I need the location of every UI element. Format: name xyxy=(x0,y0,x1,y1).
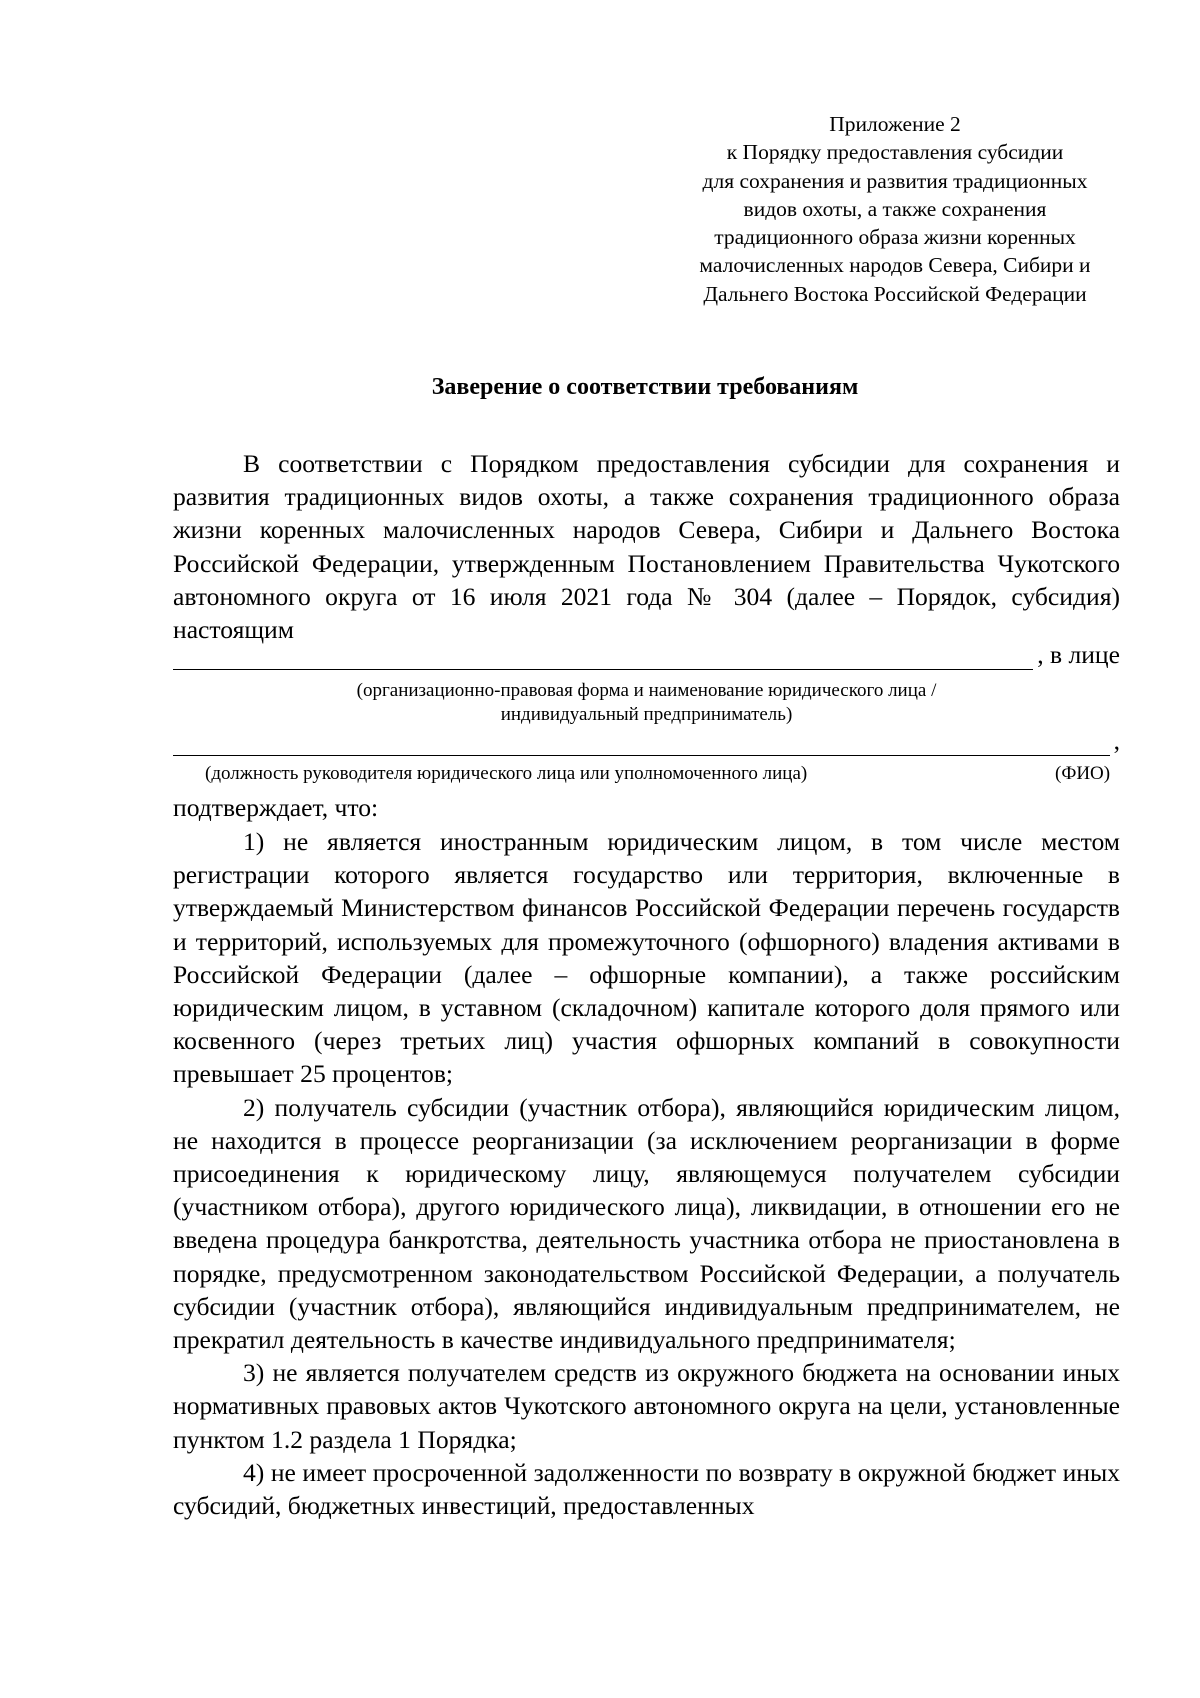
position-caption: (должность руководителя юридического лица или уполномоченного лица) xyxy=(205,763,808,784)
appendix-line: для сохранения и развития традиционных xyxy=(702,168,1088,193)
representative-blank-line[interactable] xyxy=(173,731,1110,756)
appendix-line: Приложение 2 xyxy=(829,112,961,136)
organization-fill-row xyxy=(173,640,1120,670)
intro-text: В соответствии с Порядком предоставления субсидии для сохранения и развития традиционных видов охоты, а также сохранения традиционного образа жизни коренных малочисленных народов Севера, Сибири и Дальнего Востока Российской Федерации, утвержденным Постановлением Правительства Чукотского автономного округа от 16 июля 2021 года № 304 (далее – Порядок, субсидия) настоящим xyxy=(173,449,1120,645)
appendix-line: традиционного образа жизни коренных xyxy=(714,225,1076,250)
organization-caption-line: (организационно-правовая форма и наименование юридического лица / xyxy=(356,680,937,701)
requirement-item: 3) не является получателем средств из окружного бюджета на основании иных нормативных правовых актов Чукотского автономного округа на цели, установленные пунктом 1.2 раздела 1 Порядка; xyxy=(173,1358,1120,1454)
organization-caption xyxy=(173,679,1120,727)
requirement-item: 2) получатель субсидии (участник отбора), являющийся юридическим лицом, не находится в процессе реорганизации (за исключением реорганизации в форме присоединения к юридическому лицу, являющемуся получателем субсидии (участником отбора), другого юридического лица), ликвидации, в отношении его не введена процедура банкротства, деятельность участника отбора не приостановлена в порядке, предусмотренном законодательством Российской Федерации, а получатель субсидии (участник отбора), являющийся индивидуальным предпринимателем, не прекратил деятельность в качестве индивидуального предпринимателя; xyxy=(173,1092,1120,1355)
fio-caption: (ФИО) xyxy=(1055,763,1111,784)
comma-suffix: , xyxy=(1113,726,1120,755)
intro-paragraph xyxy=(173,447,1120,646)
organization-blank-line[interactable] xyxy=(173,645,1033,670)
appendix-line: малочисленных народов Севера, Сибири и xyxy=(699,253,1091,278)
requirements-list xyxy=(173,825,1120,1522)
appendix-line: Дальнего Востока Российской Федерации xyxy=(703,281,1087,306)
confirms-line: подтверждает, что: xyxy=(173,793,379,822)
requirement-item: 1) не является иностранным юридическим лицом, в том числе местом регистрации которого является государство или территория, включенные в утверждаемый Министерством финансов Российской Федерации перечень государств и территорий, используемых для промежуточного (офшорного) владения активами в Российской Федерации (далее – офшорные компании), а также российским юридическим лицом, в уставном (складочном) капитале которого доля прямого или косвенного (через третьих лиц) участия офшорных компаний в совокупности превышает 25 процентов; xyxy=(173,827,1120,1089)
appendix-line: видов охоты, а также сохранения xyxy=(743,196,1047,221)
document-title: Заверение о соответствии требованиям xyxy=(431,374,859,400)
requirement-item: 4) не имеет просроченной задолженности по возврату в окружной бюджет иных субсидий, бюджетных инвестиций, предоставленных xyxy=(173,1457,1120,1521)
appendix-line: к Порядку предоставления субсидии xyxy=(726,140,1064,165)
in-person-suffix: , в лице xyxy=(1037,640,1120,669)
appendix-header xyxy=(650,110,1140,308)
representative-fill-row xyxy=(173,726,1120,756)
organization-caption-line: индивидуальный предприниматель) xyxy=(500,704,793,725)
